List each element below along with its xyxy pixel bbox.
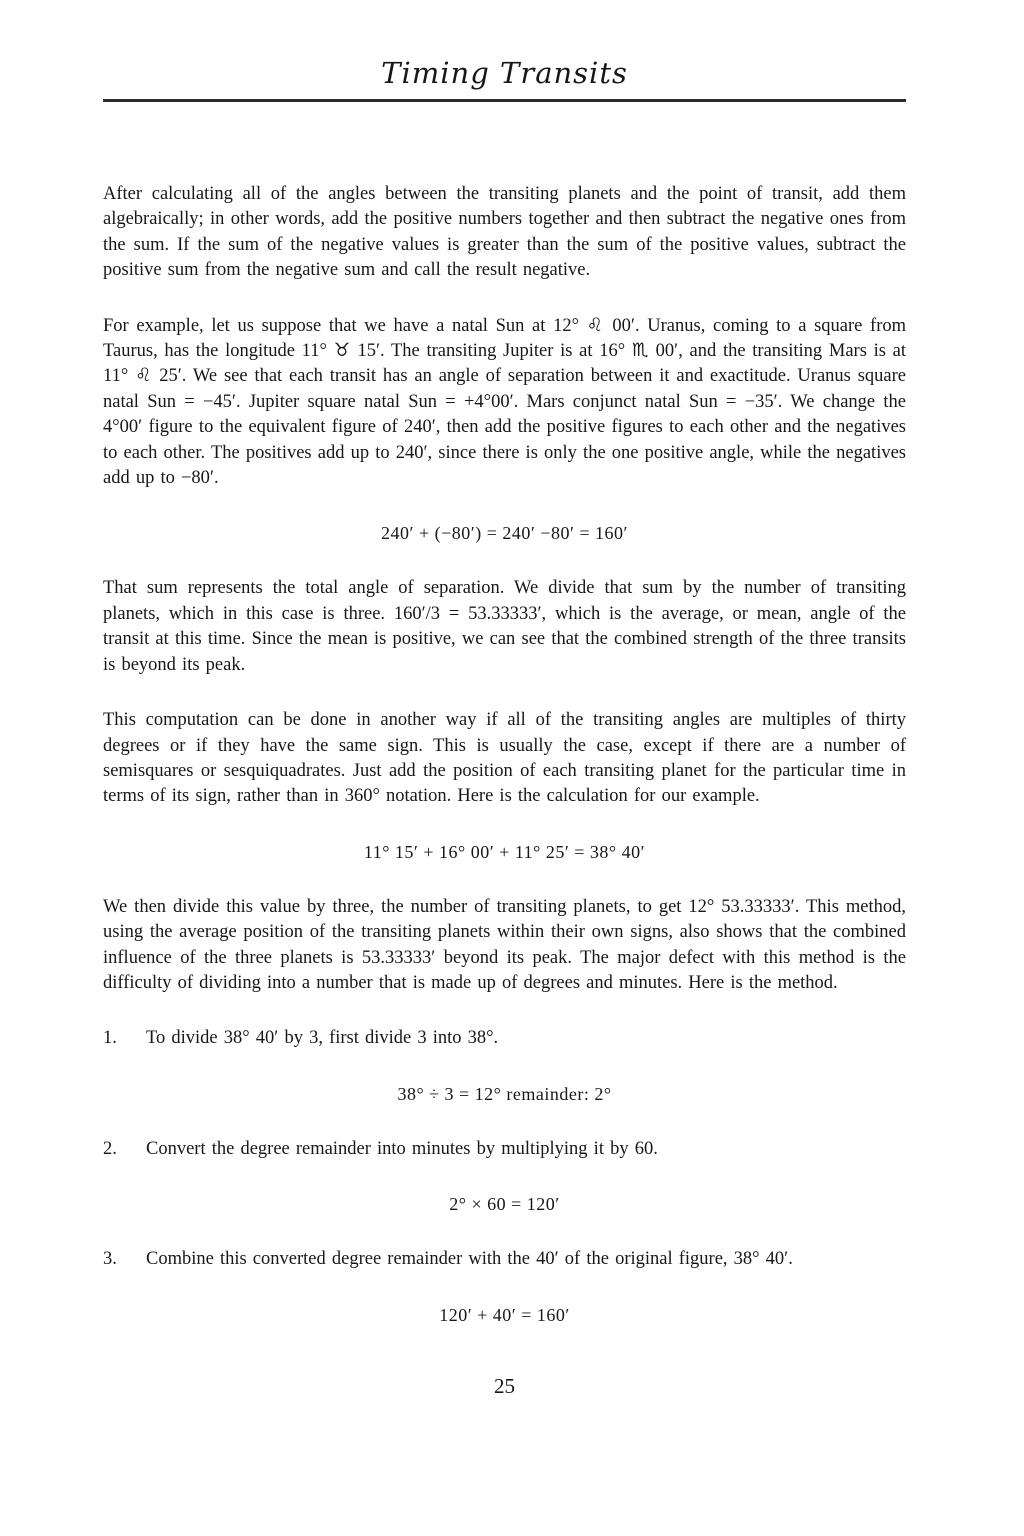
- division-method-paragraph: We then divide this value by three, the number of transiting planets, to get 12° 53.33333′. This method, using the average position of the transiting planets within their own signs, also shows that the combined influence of the three planets is 53.33333′ beyond its peak. The major defect with this method is the difficulty of dividing into a number that is made up of degrees and minutes. Here is the method.: [103, 896, 906, 993]
- list-item-1: [103, 1026, 906, 1051]
- list-item-2-number: 2.: [103, 1138, 117, 1159]
- page-number: 25: [494, 1373, 515, 1398]
- intro-paragraph: After calculating all of the angles between the transiting planets and the point of transit, add them algebraically; in other words, add the positive numbers together and then subtract the negative ones from the sum. If the sum of the negative values is greater than the sum of the positive values, subtract the positive sum from the negative sum and call the result negative.: [103, 184, 906, 281]
- equation-minutes-sum: 240′ + (−80′) = 240′ −80′ = 160′: [381, 523, 628, 544]
- alternate-method-paragraph: This computation can be done in another way if all of the transiting angles are multiples of thirty degrees or if they have the same sign. This is usually the case, except if there are a number of semisquares or sesquiquadrates. Just add the position of each transiting planet for the particular time in terms of its sign, rather than in 360° notation. Here is the calculation for our example.: [103, 710, 906, 807]
- equation-divide-step: 38° ÷ 3 = 12° remainder: 2°: [397, 1083, 612, 1104]
- mean-angle-paragraph: That sum represents the total angle of separation. We divide that sum by the number of transiting planets, which in this case is three. 160′/3 = 53.33333′, which is the average, or mean, angle of the transit at this time. Since the mean is positive, we can see that the combined strength of the three transits is beyond its peak.: [103, 578, 906, 675]
- list-item-3-number: 3.: [103, 1249, 117, 1270]
- example-paragraph: For example, let us suppose that we have a natal Sun at 12° ♌ 00′. Uranus, coming to a square from Taurus, has the longitude 11° ♉ 15′. The transiting Jupiter is at 16° ♏ 00′, and the transiting Mars is at 11° ♌ 25′. We see that each transit has an angle of separation between it and exactitude. Uranus square natal Sun = −45′. Jupiter square natal Sun = +4°00′. Mars conjunct natal Sun = −35′. We change the 4°00′ figure to the equivalent figure of 240′, then add the positive figures to each other and the negatives to each other. The positives add up to 240′, since there is only the one positive angle, while the negatives add up to −80′.: [103, 315, 906, 489]
- list-item-3: [103, 1247, 906, 1272]
- list-item-2: [103, 1137, 906, 1162]
- list-item-3-text: Combine this converted degree remainder with the 40′ of the original figure, 38° 40′.: [146, 1249, 793, 1270]
- list-item-2-text: Convert the degree remainder into minutes by multiplying it by 60.: [146, 1138, 658, 1159]
- equation-convert-step: 2° × 60 = 120′: [449, 1194, 560, 1215]
- equation-sign-positions: 11° 15′ + 16° 00′ + 11° 25′ = 38° 40′: [363, 841, 646, 862]
- page-title: Timing Transits: [381, 56, 628, 90]
- list-item-1-text: To divide 38° 40′ by 3, first divide 3 into 38°.: [146, 1028, 499, 1049]
- equation-combine-step: 120′ + 40′ = 160′: [439, 1304, 570, 1325]
- title-rule-divider: [103, 99, 906, 102]
- list-item-1-number: 1.: [103, 1028, 117, 1049]
